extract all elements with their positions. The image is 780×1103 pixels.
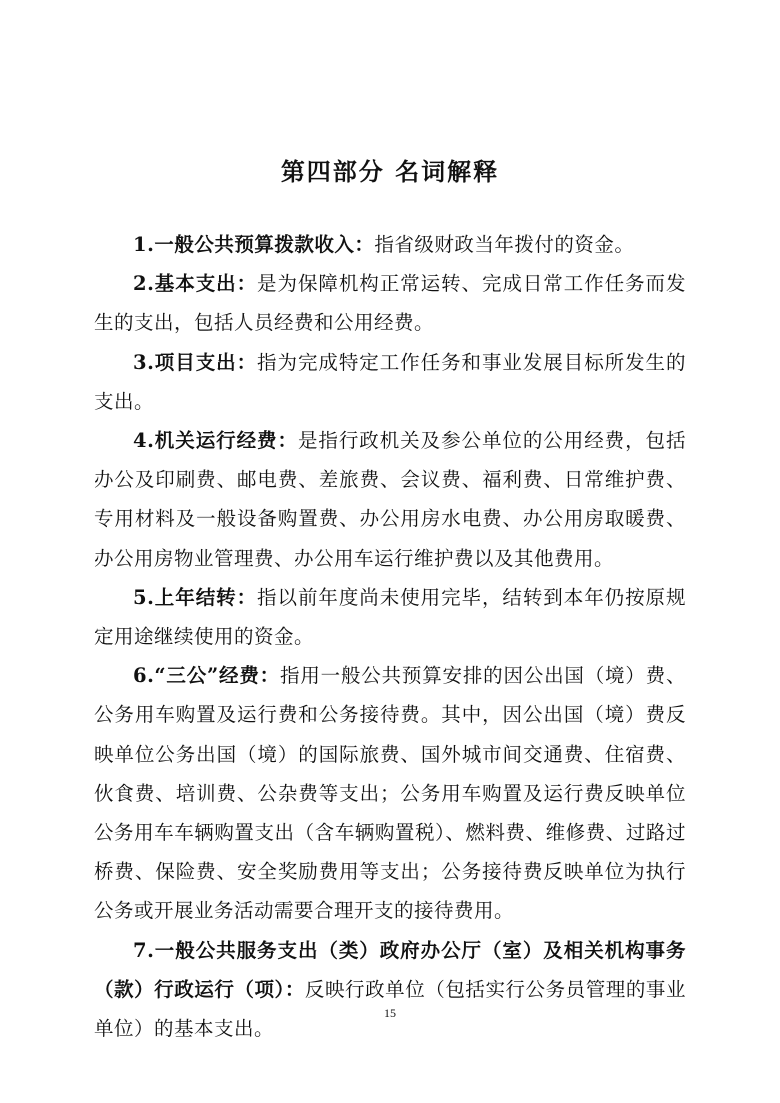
definitions-list bbox=[94, 225, 686, 1048]
definition-text: 指以前年度尚未使用完毕，结转到本年仍按原规定用途继续使用的资金。 bbox=[94, 585, 686, 649]
page-number: 15 bbox=[384, 1006, 396, 1020]
definition-text: 是为保障机构正常运转、完成日常工作任务而发生的支出，包括人员经费和公用经费。 bbox=[94, 272, 686, 335]
definition-text: 是指行政机关及参公单位的公用经费，包括办公及印刷费、邮电费、差旅费、会议费、福利费、日常维护费、专用材料及一般设备购置费、办公用房水电费、办公用房取暖费、办公用房物业管理费、办公用车运行维护费以及其他费用。 bbox=[94, 429, 686, 570]
definition-item-3 bbox=[94, 343, 686, 421]
definition-term: 6.“三公”经费： bbox=[133, 664, 280, 688]
definition-item-1 bbox=[94, 225, 686, 264]
definition-item-7 bbox=[94, 931, 686, 1049]
definition-item-6 bbox=[94, 656, 686, 930]
definition-term: 7.一般公共服务支出（类）政府办公厅（室）及相关机构事务（款）行政运行（项）： bbox=[94, 938, 686, 1001]
definition-term: 2.基本支出： bbox=[133, 272, 258, 296]
definition-term: 3.项目支出： bbox=[133, 350, 258, 374]
definition-item-5 bbox=[94, 578, 686, 656]
definition-text: 指省级财政当年拨付的资金。 bbox=[374, 233, 635, 256]
definition-text: 反映行政单位（包括实行公务员管理的事业单位）的基本支出。 bbox=[94, 977, 686, 1041]
definition-item-2 bbox=[94, 264, 686, 342]
definition-term: 5.上年结转： bbox=[133, 585, 258, 609]
definition-term: 4.机关运行经费： bbox=[133, 429, 298, 453]
definition-item-4 bbox=[94, 421, 686, 578]
definition-text: 指用一般公共预算安排的因公出国（境）费、公务用车购置及运行费和公务接待费。其中，因公出国（境）费反映单位公务出国（境）的国际旅费、国外城市间交通费、住宿费、伙食费、培训费、公杂费等支出；公务用车购置及运行费反映单位公务用车车辆购置支出（含车辆购置税）、燃料费、维修费、过路过桥费、保险费、安全奖励费用等支出；公务接待费反映单位为执行公务或开展业务活动需要合理开支的接待费用。 bbox=[94, 664, 686, 923]
page-title: 第四部分 名词解释 bbox=[280, 157, 500, 186]
definition-term: 1.一般公共预算拨款收入： bbox=[133, 233, 375, 256]
definition-text: 指为完成特定工作任务和事业发展目标所发生的支出。 bbox=[94, 350, 686, 413]
